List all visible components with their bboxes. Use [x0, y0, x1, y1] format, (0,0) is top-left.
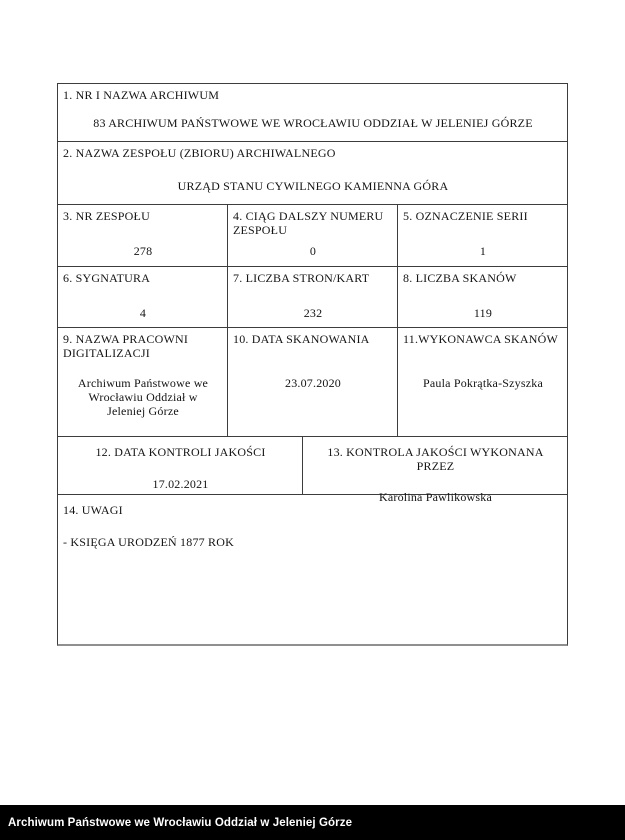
field-value: Paula Pokrątka-Szyszka — [422, 376, 544, 390]
footer-archive-name: Archiwum Państwowe we Wrocławiu Oddział w Jeleniej Górze — [8, 816, 353, 829]
field-label: 11.WYKONAWCA SKANÓW — [403, 332, 559, 346]
field-label: 13. KONTROLA JAKOŚCI WYKONANA PRZEZ — [327, 445, 544, 473]
field-label: 14. UWAGI — [63, 503, 123, 517]
field-value: 17.02.2021 — [152, 476, 209, 491]
field-value: 4 — [139, 306, 147, 320]
field-uwagi — [58, 495, 567, 644]
field-value: 278 — [133, 244, 153, 258]
field-ciag-dalszy-numeru-zespolu — [228, 205, 398, 266]
field-label: 4. CIĄG DALSZY NUMERU ZESPOŁU — [233, 209, 384, 237]
table-row — [58, 205, 567, 267]
field-label: 12. DATA KONTROLI JAKOŚCI — [95, 445, 266, 459]
field-data-kontroli-jakosci — [58, 437, 303, 494]
field-value: 1 — [479, 244, 487, 258]
table-row — [58, 84, 567, 142]
field-liczba-skanow — [398, 267, 567, 327]
field-label: 5. OZNACZENIE SERII — [403, 209, 528, 223]
field-label: 10. DATA SKANOWANIA — [233, 332, 370, 346]
field-label: 3. NR ZESPOŁU — [63, 209, 150, 223]
field-value: 119 — [473, 306, 493, 320]
table-row — [58, 142, 567, 205]
field-nazwa-zespolu — [58, 142, 567, 204]
field-sygnatura — [58, 267, 228, 327]
table-row — [58, 328, 567, 437]
archive-metadata-table — [57, 83, 568, 646]
field-data-skanowania — [228, 328, 398, 436]
field-oznaczenie-serii — [398, 205, 567, 266]
field-value: Archiwum Państwowe we Wrocławiu Oddział w Jeleniej Górze — [77, 376, 209, 418]
field-label: 1. NR I NAZWA ARCHIWUM — [63, 88, 220, 102]
field-kontrola-jakosci-wykonana-przez — [303, 437, 567, 504]
field-value: 83 ARCHIWUM PAŃSTWOWE WE WROCŁAWIU ODDZIAŁ W JELENIEJ GÓRZE — [93, 115, 533, 130]
field-value: 23.07.2020 — [285, 376, 341, 390]
footer-bar — [0, 805, 625, 840]
field-liczba-stron-kart — [228, 267, 398, 327]
field-nr-i-nazwa-archiwum — [58, 84, 567, 141]
table-row — [58, 437, 567, 504]
table-row — [58, 267, 567, 328]
field-label: 6. SYGNATURA — [63, 271, 151, 285]
field-label: 2. NAZWA ZESPOŁU (ZBIORU) ARCHIWALNEGO — [63, 146, 336, 160]
field-label: 9. NAZWA PRACOWNI DIGITALIZACJI — [63, 332, 189, 360]
field-label: 8. LICZBA SKANÓW — [403, 271, 517, 285]
field-nazwa-pracowni-digitalizacji — [58, 328, 228, 436]
field-value: Karolina Pawlikowska — [379, 490, 492, 504]
field-value: - KSIĘGA URODZEŃ 1877 ROK — [63, 534, 234, 549]
field-value: 232 — [303, 306, 323, 320]
field-value: 0 — [309, 244, 317, 258]
field-label: 7. LICZBA STRON/KART — [233, 271, 370, 285]
field-wykonawca-skanow — [398, 328, 567, 436]
table-row — [58, 495, 567, 644]
field-value: URZĄD STANU CYWILNEGO KAMIENNA GÓRA — [177, 178, 449, 193]
field-nr-zespolu — [58, 205, 228, 266]
